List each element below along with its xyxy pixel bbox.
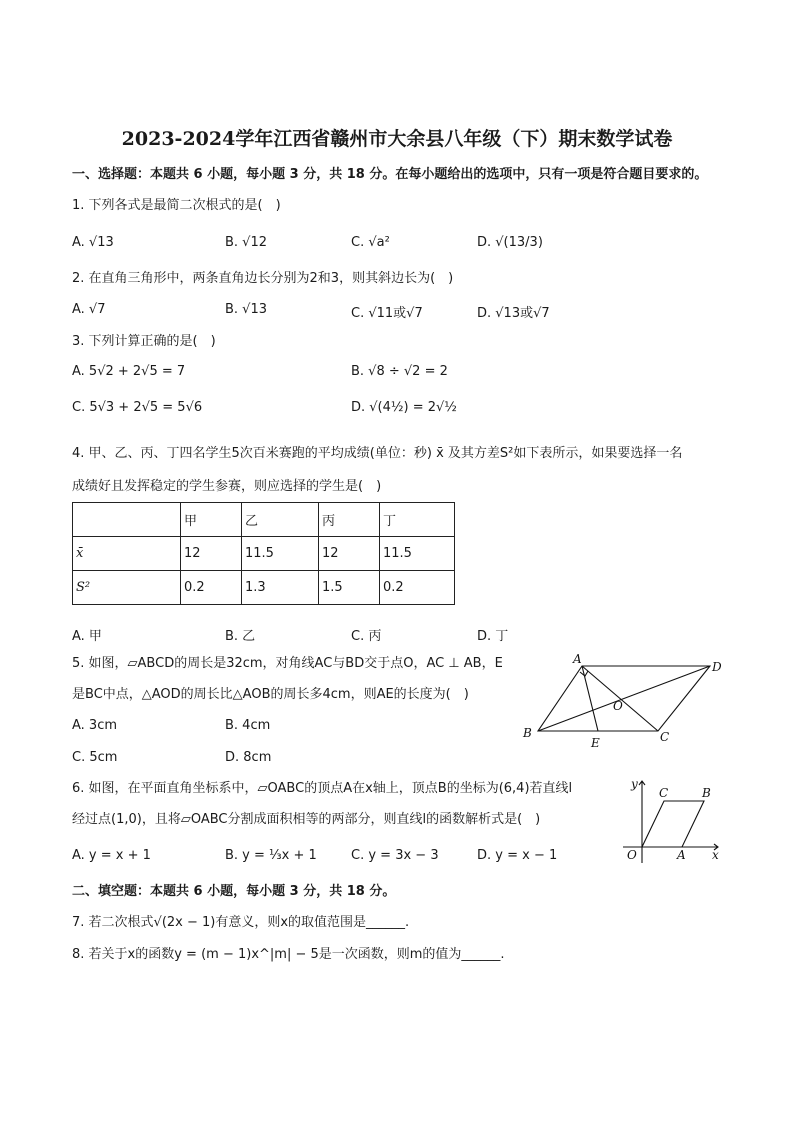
label-y: y <box>631 777 638 791</box>
section-heading-fill: 二、填空题：本题共 6 小题，每小题 3 分，共 18 分。 <box>72 884 396 899</box>
table-header-row <box>73 503 455 537</box>
table-cell: 11.5 <box>242 537 319 571</box>
table-cell: 1.3 <box>242 571 319 605</box>
q6-option-b: B. y = ⅓x + 1 <box>225 848 317 863</box>
q1-option-d: D. √(13/3) <box>477 235 543 250</box>
question-1-stem: 1. 下列各式是最简二次根式的是( ) <box>72 198 281 213</box>
q3-option-b: B. √8 ÷ √2 = 2 <box>351 364 448 379</box>
label-d: D <box>712 660 722 674</box>
question-7: 7. 若二次根式√(2x − 1)有意义，则x的取值范围是______. <box>72 915 410 930</box>
table-cell: 12 <box>181 537 242 571</box>
q1-option-a: A. √13 <box>72 235 114 250</box>
q1-option-b: B. √12 <box>225 235 268 250</box>
q2-option-b: B. √13 <box>225 302 268 317</box>
question-5-stem-line1: 5. 如图，▱ABCD的周长是32cm，对角线AC与BD交于点O，AC ⊥ AB，E <box>72 656 503 671</box>
question-6-stem-line1: 6. 如图，在平面直角坐标系中，▱OABC的顶点A在x轴上，顶点B的坐标为(6,4)若直线l <box>72 781 573 796</box>
question-2-stem: 2. 在直角三角形中，两条直角边长分别为2和3，则其斜边长为( ) <box>72 271 454 286</box>
q4-option-c: C. 丙 <box>351 629 382 644</box>
table-row <box>73 537 455 571</box>
label-a: A <box>677 848 686 862</box>
q6-option-c: C. y = 3x − 3 <box>351 848 439 863</box>
q2-option-c: C. √11或√7 <box>351 306 423 321</box>
table-header-cell: 甲 <box>181 503 242 537</box>
label-c: C <box>660 730 670 744</box>
parallelogram-figure <box>518 650 728 755</box>
table-cell: 12 <box>319 537 380 571</box>
question-4-stem-line2: 成绩好且发挥稳定的学生参赛，则应选择的学生是( ) <box>72 479 382 494</box>
parallelogram-oabc <box>642 801 704 847</box>
question-4-stem-line1: 4. 甲、乙、丙、丁四名学生5次百米赛跑的平均成绩(单位：秒) x̄ 及其方差S²如下表所示，如果要选择一名 <box>72 446 683 461</box>
question-5-stem-line2: 是BC中点，△AOD的周长比△AOB的周长多4cm，则AE的长度为( ) <box>72 687 469 702</box>
q5-option-a: A. 3cm <box>72 718 118 733</box>
question-3-stem: 3. 下列计算正确的是( ) <box>72 334 216 349</box>
table-cell: 1.5 <box>319 571 380 605</box>
q6-option-a: A. y = x + 1 <box>72 848 151 863</box>
table-cell: 11.5 <box>380 537 455 571</box>
score-table <box>72 502 455 605</box>
label-o: O <box>627 848 637 862</box>
coordinate-figure <box>618 775 728 865</box>
question-8: 8. 若关于x的函数y = (m − 1)x^|m| − 5是一次函数，则m的值为______. <box>72 947 505 962</box>
label-c: C <box>659 786 669 800</box>
label-e: E <box>591 736 600 750</box>
table-header-cell: 丁 <box>380 503 455 537</box>
q3-option-c: C. 5√3 + 2√5 = 5√6 <box>72 400 203 415</box>
q3-option-d: D. √(4½) = 2√½ <box>351 400 457 415</box>
label-b: B <box>523 726 532 740</box>
section-heading-choice: 一、选择题：本题共 6 小题，每小题 3 分，共 18 分。在每小题给出的选项中，只有一项是符合题目要求的。 <box>72 167 708 182</box>
table-header-cell: 乙 <box>242 503 319 537</box>
q6-option-d: D. y = x − 1 <box>477 848 558 863</box>
q3-option-a: A. 5√2 + 2√5 = 7 <box>72 364 186 379</box>
table-header-cell: 丙 <box>319 503 380 537</box>
label-o: O <box>613 699 623 713</box>
table-row-label: x̄ <box>73 537 181 571</box>
label-a: A <box>573 652 582 666</box>
table-row-label: S² <box>73 571 181 605</box>
question-6-stem-line2: 经过点(1,0)，且将▱OABC分割成面积相等的两部分，则直线l的函数解析式是( ) <box>72 812 541 827</box>
page-title: 2023-2024学年江西省赣州市大余县八年级（下）期末数学试卷 <box>121 128 673 150</box>
table-cell: 0.2 <box>181 571 242 605</box>
table-cell: 0.2 <box>380 571 455 605</box>
q2-option-d: D. √13或√7 <box>477 306 550 321</box>
q5-option-c: C. 5cm <box>72 750 118 765</box>
q5-option-b: B. 4cm <box>225 718 271 733</box>
q1-option-c: C. √a² <box>351 235 390 250</box>
q5-option-d: D. 8cm <box>225 750 272 765</box>
table-row <box>73 571 455 605</box>
q4-option-a: A. 甲 <box>72 629 102 644</box>
q2-option-a: A. √7 <box>72 302 106 317</box>
label-b: B <box>702 786 711 800</box>
q4-option-b: B. 乙 <box>225 629 256 644</box>
table-cell <box>73 503 181 537</box>
label-x: x <box>712 848 719 862</box>
q4-option-d: D. 丁 <box>477 629 509 644</box>
